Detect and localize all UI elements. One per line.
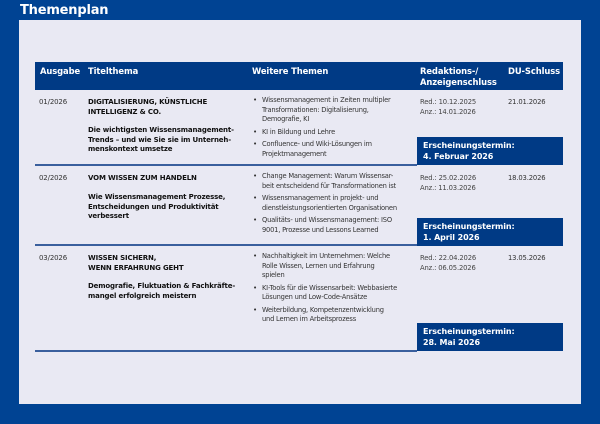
subtitle-line: menskontext umsetze	[88, 145, 173, 153]
topic-item	[252, 306, 417, 325]
title-line: WISSEN SICHERN,	[88, 254, 157, 262]
anzeigenschluss: Anz.: 06.05.2026	[420, 263, 476, 272]
anzeigenschluss: Anz.: 14.01.2026	[420, 107, 476, 116]
publication-date: 28. Mai 2026	[423, 338, 480, 347]
subtitle-line: verbessert	[88, 212, 129, 220]
bullet-icon: •	[253, 127, 257, 136]
header-du-schluss: DU-Schluss	[508, 66, 560, 76]
bullet-icon: •	[253, 96, 257, 104]
topic-line: Transformationen: Digitalisierung,	[262, 105, 369, 114]
page-title: Themenplan	[20, 3, 109, 18]
subtitle-line: Die wichtigsten Wissensmanagement-	[88, 126, 234, 134]
topic-line: dienstleistungsorientierten Organisationen	[262, 203, 397, 212]
subtitle-line: Trends – und wie Sie sie im Unterneh-	[88, 135, 231, 144]
redaktionsschluss: Red.: 10.12.2025	[420, 98, 477, 106]
bullet-icon: •	[253, 305, 257, 314]
topic-item	[252, 194, 417, 213]
topic-item	[252, 172, 417, 191]
subtitle-line: Entscheidungen und Produktivität	[88, 202, 219, 211]
topic-item	[252, 140, 417, 159]
publication-label: Erscheinungstermin:	[423, 141, 515, 150]
title-subtitle	[88, 193, 248, 222]
table-row	[35, 246, 563, 351]
publication-label: Erscheinungstermin:	[423, 327, 515, 336]
bullet-icon: •	[253, 140, 257, 148]
title-theme	[88, 174, 248, 184]
issue-number: 02/2026	[39, 174, 68, 182]
topic-item	[252, 128, 417, 138]
publication-date-box	[417, 218, 563, 246]
title-theme	[88, 98, 248, 117]
topic-item	[252, 216, 417, 235]
title-line: WENN ERFAHRUNG GEHT	[88, 263, 184, 272]
topic-line: Change Management: Warum Wissensar-	[262, 172, 394, 180]
header-ausgabe: Ausgabe	[40, 66, 81, 76]
topic-line: Wissensmanagement in projekt- und	[262, 194, 379, 202]
topic-item	[252, 96, 417, 125]
subtitle-line: mangel erfolgreich meistern	[88, 291, 197, 300]
topic-line: und Lernen im Arbeitsprozess	[262, 315, 356, 323]
issue-number: 01/2026	[39, 98, 68, 106]
topic-line: Projektmanagement	[262, 149, 327, 158]
header-redaktionsschluss-1: Redaktions-/	[420, 66, 479, 76]
topics-list	[252, 252, 417, 328]
publication-date: 4. Februar 2026	[423, 152, 494, 161]
topic-line: spielen	[262, 271, 285, 279]
topic-line: Weiterbildung, Kompetenzentwicklung	[262, 305, 384, 314]
issue-number: 03/2026	[39, 254, 68, 262]
topic-item	[252, 252, 417, 281]
topic-line: KI-Tools für die Wissensarbeit: Webbasierte	[262, 283, 398, 292]
anzeigenschluss: Anz.: 11.03.2026	[420, 183, 476, 192]
deadline-dates	[420, 254, 476, 273]
title-subtitle	[88, 126, 248, 155]
header-titelthema: Titelthema	[88, 66, 139, 76]
subtitle-line: Demografie, Fluktuation & Fachkräfte-	[88, 282, 236, 290]
du-schluss: 18.03.2026	[508, 174, 546, 182]
topic-line: Wissensmanagement in Zeiten multipler	[262, 96, 391, 104]
table-row	[35, 166, 563, 245]
redaktionsschluss: Red.: 22.04.2026	[420, 254, 477, 262]
du-schluss: 13.05.2026	[508, 254, 546, 262]
header-redaktionsschluss-2: Anzeigenschluss	[420, 77, 497, 87]
publication-label: Erscheinungstermin:	[423, 222, 515, 231]
topics-list	[252, 96, 417, 162]
deadline-dates	[420, 98, 476, 117]
topic-item	[252, 284, 417, 303]
topic-line: Lösungen und Low-Code-Ansätze	[262, 293, 368, 301]
bullet-icon: •	[253, 252, 257, 260]
publication-date-box	[417, 323, 563, 351]
bullet-icon: •	[253, 172, 257, 180]
subtitle-line: Wie Wissensmanagement Prozesse,	[88, 193, 226, 201]
bullet-icon: •	[253, 194, 257, 202]
header-weitere-themen: Weitere Themen	[252, 66, 329, 76]
publication-date-box	[417, 137, 563, 165]
topic-line: Demografie, KI	[262, 115, 310, 123]
title-line: DIGITALISIERUNG, KÜNSTLICHE	[88, 98, 208, 106]
du-schluss: 21.01.2026	[508, 98, 546, 106]
topic-line: 9001, Prozesse und Lessons Learned	[262, 225, 379, 234]
table-header	[35, 62, 563, 90]
topic-line: Qualitäts- und Wissensmanagement: ISO	[262, 216, 392, 224]
deadline-dates	[420, 174, 476, 193]
title-theme	[88, 254, 248, 273]
table-row	[35, 90, 563, 165]
title-line: VOM WISSEN ZUM HANDELN	[88, 174, 197, 182]
title-line: INTELLIGENZ & CO.	[88, 107, 162, 116]
topic-line: Confluence- und Wiki-Lösungen im	[262, 140, 372, 148]
title-subtitle	[88, 282, 248, 301]
publication-date: 1. April 2026	[423, 233, 480, 242]
bullet-icon: •	[253, 216, 257, 224]
topic-line: Nachhaltigkeit im Unternehmen: Welche	[262, 252, 390, 260]
topic-line: KI in Bildung und Lehre	[262, 127, 336, 136]
bullet-icon: •	[253, 283, 257, 292]
topic-line: Rolle Wissen, Lernen und Erfahrung	[262, 261, 375, 270]
redaktionsschluss: Red.: 25.02.2026	[420, 174, 477, 182]
topic-line: beit entscheidend für Transformationen ist	[262, 181, 396, 190]
row-separator	[35, 350, 417, 352]
topics-list	[252, 172, 417, 238]
